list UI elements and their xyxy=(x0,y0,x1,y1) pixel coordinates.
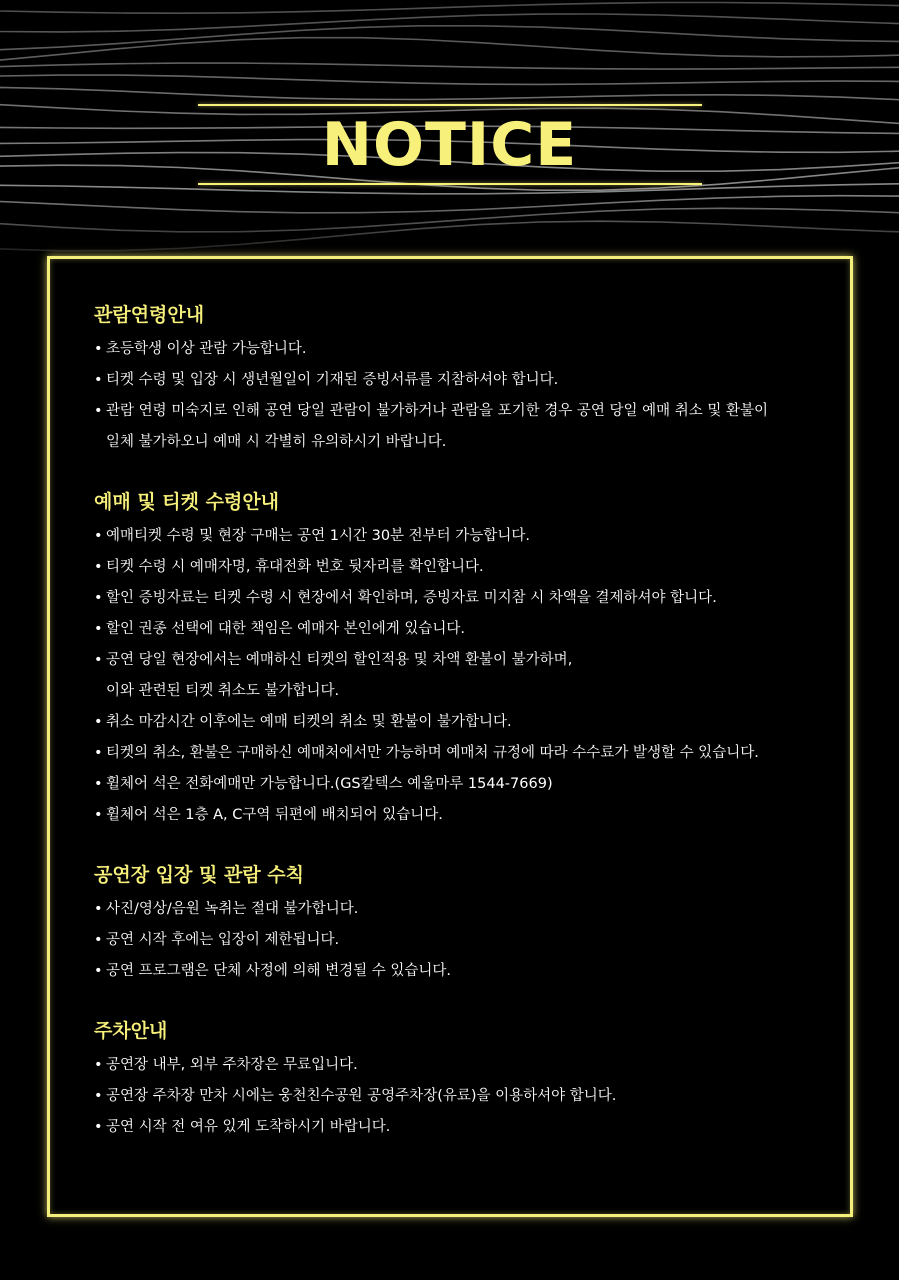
list-item-text: 티켓 수령 및 입장 시 생년월일이 기재된 증빙서류를 지참하셔야 합니다. xyxy=(106,372,559,388)
list-item xyxy=(94,552,814,583)
list-item-text: 휠체어 석은 전화예매만 가능합니다.(GS칼텍스 예울마루 1544-7669) xyxy=(106,776,553,792)
list-item xyxy=(94,521,814,552)
notice-section xyxy=(94,860,814,987)
list-item xyxy=(94,645,814,707)
bullet-icon: • xyxy=(94,776,103,792)
header-top-rule xyxy=(198,104,702,106)
header xyxy=(0,0,899,250)
list-item-text: 취소 마감시간 이후에는 예매 티켓의 취소 및 환불이 불가합니다. xyxy=(106,714,512,730)
bullet-icon: • xyxy=(94,403,103,419)
section-title: 공연장 입장 및 관람 수칙 xyxy=(94,864,304,886)
list-item xyxy=(94,894,814,925)
list-item-text: 일체 불가하오니 예매 시 각별히 유의하시기 바랍니다. xyxy=(106,434,447,450)
bullet-icon: • xyxy=(94,1057,103,1073)
list-item xyxy=(94,738,814,769)
list-item-text: 사진/영상/음원 녹취는 절대 불가합니다. xyxy=(106,901,359,917)
section-title: 예매 및 티켓 수령안내 xyxy=(94,491,280,513)
bullet-icon: • xyxy=(94,963,103,979)
bullet-icon: • xyxy=(94,341,103,357)
bullet-icon: • xyxy=(94,1119,103,1135)
bullet-icon: • xyxy=(94,745,103,761)
bullet-icon: • xyxy=(94,559,103,575)
list-item-text: 티켓의 취소, 환불은 구매하신 예매처에서만 가능하며 예매처 규정에 따라 수수료가 발생할 수 있습니다. xyxy=(106,745,759,761)
bullet-icon: • xyxy=(94,901,103,917)
bullet-icon: • xyxy=(94,714,103,730)
notice-section xyxy=(94,300,814,458)
notice-section xyxy=(94,1016,814,1143)
list-item xyxy=(94,707,814,738)
list-item xyxy=(94,925,814,956)
list-item xyxy=(94,800,814,831)
list-item-text: 초등학생 이상 관람 가능합니다. xyxy=(106,341,307,357)
bullet-icon: • xyxy=(94,807,103,823)
list-item-text: 티켓 수령 시 예매자명, 휴대전화 번호 뒷자리를 확인합니다. xyxy=(106,559,484,575)
list-item-text: 휠체어 석은 1층 A, C구역 뒤편에 배치되어 있습니다. xyxy=(106,807,443,823)
list-item-text: 할인 증빙자료는 티켓 수령 시 현장에서 확인하며, 증빙자료 미지참 시 차액을 결제하셔야 합니다. xyxy=(106,590,717,606)
list-item xyxy=(94,956,814,987)
list-item-text: 관람 연령 미숙지로 인해 공연 당일 관람이 불가하거나 관람을 포기한 경우 공연 당일 예매 취소 및 환불이 xyxy=(106,403,769,419)
list-item-text: 공연 시작 후에는 입장이 제한됩니다. xyxy=(106,932,340,948)
section-title: 관람연령안내 xyxy=(94,304,205,326)
bullet-icon: • xyxy=(94,528,103,544)
bullet-icon: • xyxy=(94,372,103,388)
notice-content xyxy=(94,300,814,1172)
list-item xyxy=(94,334,814,365)
list-item-text: 할인 권종 선택에 대한 책임은 예매자 본인에게 있습니다. xyxy=(106,621,466,637)
list-item-text: 공연장 내부, 외부 주차장은 무료입니다. xyxy=(106,1057,358,1073)
list-item-text: 공연 당일 현장에서는 예매하신 티켓의 할인적용 및 차액 환불이 불가하며, xyxy=(106,652,573,668)
list-item xyxy=(94,1112,814,1143)
section-title: 주차안내 xyxy=(94,1020,168,1042)
list-item xyxy=(94,1050,814,1081)
list-item xyxy=(94,769,814,800)
list-item-text: 공연 시작 전 여유 있게 도착하시기 바랍니다. xyxy=(106,1119,391,1135)
bullet-icon: • xyxy=(94,652,103,668)
list-item xyxy=(94,396,814,458)
list-item-text: 이와 관련된 티켓 취소도 불가합니다. xyxy=(106,683,340,699)
list-item-text: 공연장 주차장 만차 시에는 웅천친수공원 공영주차장(유료)을 이용하셔야 합니다. xyxy=(106,1088,617,1104)
notice-section xyxy=(94,487,814,831)
bullet-icon: • xyxy=(94,621,103,637)
header-bottom-rule xyxy=(198,183,702,185)
bullet-icon: • xyxy=(94,932,103,948)
list-item xyxy=(94,1081,814,1112)
list-item xyxy=(94,365,814,396)
bullet-icon: • xyxy=(94,590,103,606)
list-item xyxy=(94,614,814,645)
list-item xyxy=(94,583,814,614)
page-title: NOTICE xyxy=(321,110,578,180)
list-item-text: 예매티켓 수령 및 현장 구매는 공연 1시간 30분 전부터 가능합니다. xyxy=(106,528,530,544)
list-item-text: 공연 프로그램은 단체 사정에 의해 변경될 수 있습니다. xyxy=(106,963,452,979)
bullet-icon: • xyxy=(94,1088,103,1104)
